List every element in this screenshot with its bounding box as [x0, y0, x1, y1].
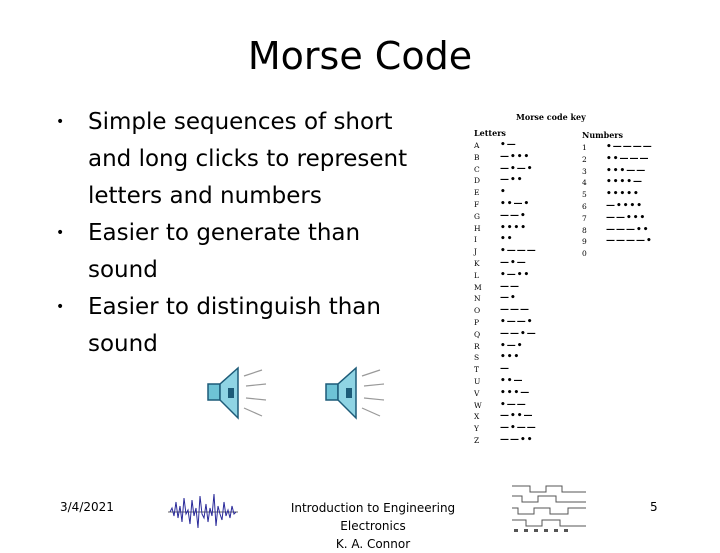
letter-label: G	[474, 211, 480, 221]
letter-code: •••—	[500, 387, 531, 398]
number-label: 8	[582, 225, 587, 235]
letter-code: —••—	[500, 411, 534, 422]
letter-label: V	[474, 388, 480, 398]
letter-label: O	[474, 306, 481, 316]
footer-author: K. A. Connor	[335, 537, 411, 551]
letter-code: —	[500, 364, 510, 375]
letter-label: R	[474, 341, 480, 351]
letter-label: Y	[474, 424, 479, 434]
letter-label: Q	[474, 329, 481, 339]
letter-code: ••	[500, 234, 514, 245]
number-label: 9	[582, 237, 587, 247]
speaker-icon[interactable]	[204, 362, 270, 424]
number-label: 4	[582, 178, 587, 188]
letter-code: ——	[500, 281, 520, 292]
number-code: ———••	[606, 224, 650, 235]
letter-label: F	[474, 200, 480, 209]
letter-code: •	[500, 187, 507, 198]
number-code: ••••—	[606, 177, 644, 188]
letter-code: —•—	[500, 258, 527, 268]
letter-label: D	[474, 176, 481, 186]
letter-label: J	[474, 247, 478, 257]
waveform-logo-icon	[168, 488, 238, 536]
bullet-text: Easier to generate than sound	[88, 220, 361, 283]
letter-label: A	[474, 141, 480, 150]
letter-label: L	[474, 270, 479, 280]
letter-code: •———	[500, 246, 537, 257]
letter-label: T	[474, 365, 480, 375]
bullet-text: Simple sequences of short and long clicks to represent letters and numbers	[88, 109, 408, 209]
letter-code: —••	[500, 175, 524, 186]
bullet-text: Easier to distinguish than sound	[88, 294, 381, 357]
bullet-item	[54, 104, 424, 215]
numbers-header: Numbers	[582, 130, 623, 140]
letter-label: H	[474, 223, 481, 233]
letter-code: •—••	[500, 269, 531, 280]
letter-code: ••—•	[500, 199, 531, 209]
number-code: ————•	[606, 236, 653, 247]
letter-label: U	[474, 377, 481, 386]
letter-label: C	[474, 164, 480, 174]
morse-key-title: Morse code key	[516, 112, 586, 122]
number-label: 7	[582, 213, 587, 223]
letter-label: N	[474, 294, 481, 304]
footer-course: Introduction to Engineering Electronics	[290, 501, 456, 533]
morse-code-key	[466, 108, 696, 448]
number-label: 6	[582, 202, 587, 211]
speaker-icon[interactable]	[322, 362, 388, 424]
letter-label: S	[474, 353, 480, 363]
bullet-item	[54, 289, 424, 363]
letter-label: E	[474, 188, 480, 198]
footer-course-info	[258, 499, 488, 553]
circuit-logo-icon	[510, 482, 590, 534]
footer-date: 3/4/2021	[60, 500, 114, 514]
letter-label: W	[474, 400, 482, 410]
slide-title: Morse Code	[247, 34, 473, 78]
bullet-marker: •	[56, 225, 65, 241]
letter-code: •——•	[500, 317, 534, 327]
letter-label: B	[474, 152, 480, 162]
letter-code: ——•	[500, 210, 527, 221]
letter-code: •—•	[500, 340, 524, 351]
number-label: 3	[582, 166, 587, 176]
letter-code: ———	[500, 305, 530, 316]
bullet-marker: •	[56, 299, 65, 315]
letter-code: ••—	[500, 376, 524, 386]
number-code: ••———	[606, 153, 650, 164]
letter-code: —•••	[500, 151, 531, 162]
letter-code: —•——	[500, 423, 537, 434]
letter-code: •—	[500, 140, 517, 150]
letter-code: ——•—	[500, 328, 537, 339]
letter-label: M	[474, 282, 482, 292]
letters-header: Letters	[474, 128, 506, 138]
letter-label: K	[474, 259, 480, 268]
number-label: 5	[582, 190, 587, 200]
letter-label: I	[474, 235, 477, 245]
page-number: 5	[650, 500, 658, 514]
letter-code: •••	[500, 352, 521, 363]
letter-label: P	[474, 318, 480, 327]
letter-code: •——	[500, 399, 527, 410]
bullet-list	[54, 104, 424, 363]
bullet-marker: •	[56, 114, 65, 130]
letter-label: Z	[474, 436, 480, 445]
number-label: 1	[582, 143, 587, 152]
number-code: •————	[606, 142, 653, 152]
number-code: •••••	[606, 189, 640, 200]
letter-label: X	[474, 412, 480, 422]
letter-code: —•	[500, 293, 517, 304]
number-code: •••——	[606, 165, 647, 176]
letter-code: ••••	[500, 222, 528, 233]
number-code: —••••	[606, 201, 644, 211]
bullet-item	[54, 215, 424, 289]
number-code: ——•••	[606, 212, 647, 223]
number-label: 2	[582, 154, 587, 164]
letter-code: ——••	[500, 435, 534, 445]
letter-code: —•—•	[500, 163, 534, 174]
number-label: 0	[582, 249, 587, 259]
